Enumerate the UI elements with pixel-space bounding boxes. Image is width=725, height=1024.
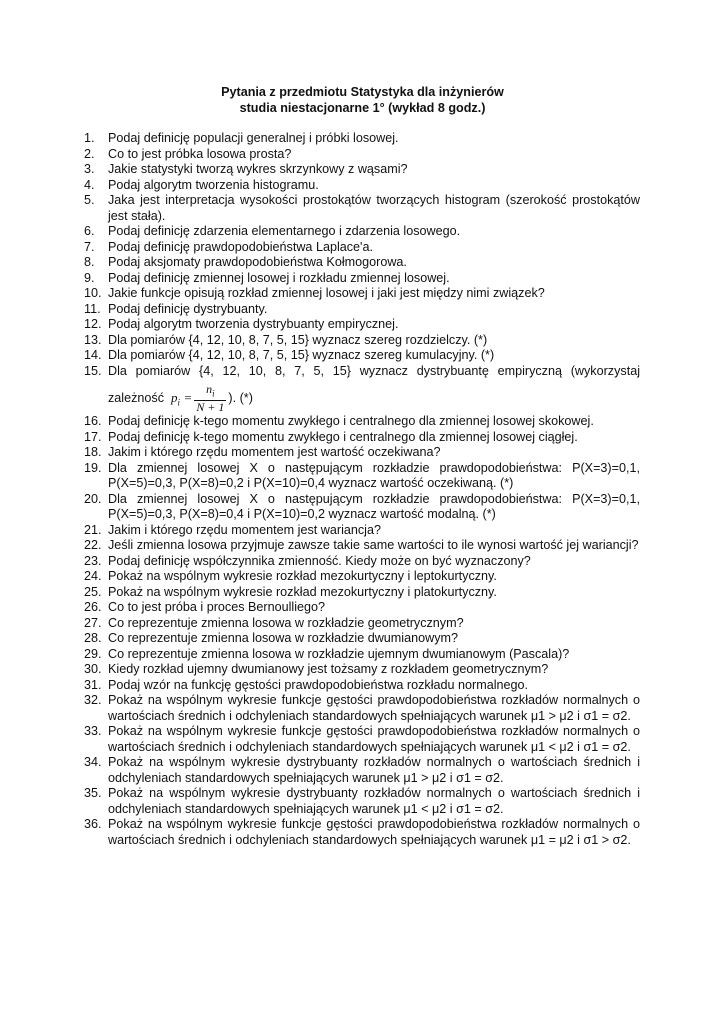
question-item <box>84 414 640 430</box>
question-number: 31. <box>84 677 102 692</box>
question-number: 8. <box>84 255 95 269</box>
question-text: Dla pomiarów {4, 12, 10, 8, 7, 5, 15} wyznacz szereg rozdzielczy. (*) <box>108 332 488 347</box>
question-number: 26. <box>84 600 102 615</box>
question-text: Podaj definicję zdarzenia elementarnego i zdarzenia losowego. <box>108 224 461 238</box>
question-item <box>84 131 640 147</box>
question-item <box>84 271 640 287</box>
question-text: Podaj aksjomaty prawdopodobieństwa Kołmogorowa. <box>108 255 407 269</box>
question-item <box>84 755 640 786</box>
question-number: 30. <box>84 662 102 677</box>
question-text: Podaj algorytm tworzenia dystrybuanty empirycznej. <box>108 317 399 331</box>
question-item <box>84 348 640 364</box>
question-item <box>84 647 640 663</box>
question-item <box>84 569 640 585</box>
question-text: Pokaż na wspólnym wykresie dystrybuanty rozkładów normalnych o wartościach średnich i odchyleniach standardowych spełniających warunek μ1 > μ2 i σ1 = σ2. <box>108 755 640 785</box>
question-text: Co to jest próbka losowa prosta? <box>108 146 292 161</box>
question-item <box>84 523 640 539</box>
formula-numerator: $n_i$ <box>194 383 226 401</box>
question-text: Pokaż na wspólnym wykresie funkcje gęstości prawdopodobieństwa rozkładów normalnych o wartościach średnich i odchyleniach standardowych spełniających warunek μ1 < μ2 i σ1 = σ2. <box>108 724 640 754</box>
question-item <box>84 585 640 601</box>
question-text: Podaj definicję współczynnika zmienność. Kiedy może on być wyznaczony? <box>108 553 531 568</box>
question-item <box>84 302 640 318</box>
question-text: Pokaż na wspólnym wykresie rozkład mezokurtyczny i platokurtyczny. <box>108 584 497 599</box>
question-number: 2. <box>84 146 95 161</box>
formula-equals: = <box>183 390 193 406</box>
question-text: Co to jest próba i proces Bernoulliego? <box>108 600 326 615</box>
question-item <box>84 538 640 554</box>
question-item <box>84 178 640 194</box>
question-text: Podaj definicję populacji generalnej i próbki losowej. <box>108 131 399 145</box>
question-text: Dla zmiennej losowej X o następującym rozkładzie prawdopodobieństwa: P(X=3)=0,1, P(X=5)=0,3, P(X=8)=0,4 i P(X=10)=0,2 wyznacz wartość modalną. (*) <box>108 491 640 522</box>
question-number: 36. <box>84 817 102 832</box>
question-number: 22. <box>84 538 102 553</box>
question-item <box>84 364 640 415</box>
question-item <box>84 461 640 492</box>
question-number: 6. <box>84 224 95 238</box>
question-text: Co reprezentuje zmienna losowa w rozkładzie ujemnym dwumianowym (Pascala)? <box>108 646 570 661</box>
title-line-1: Pytania z przedmiotu Statystyka dla inżynierów <box>221 85 504 99</box>
question-item <box>84 817 640 848</box>
question-text: Podaj definicję zmiennej losowej i rozkładu zmiennej losowej. <box>108 270 450 285</box>
question-text: Dla pomiarów {4, 12, 10, 8, 7, 5, 15} wyznacz szereg kumulacyjny. (*) <box>108 348 495 362</box>
question-item <box>84 445 640 461</box>
question-number: 34. <box>84 755 102 770</box>
question-text: Jakim i którego rzędu momentem jest wartość oczekiwana? <box>108 445 441 460</box>
question-number: 24. <box>84 569 102 584</box>
question-number: 16. <box>84 414 102 429</box>
question-item <box>84 600 640 616</box>
question-number: 29. <box>84 646 102 661</box>
question-text: Co reprezentuje zmienna losowa w rozkładzie dwumianowym? <box>108 631 458 646</box>
question-item <box>84 147 640 163</box>
formula-denominator: N + 1 <box>196 400 225 415</box>
formula-fraction <box>194 383 226 414</box>
question-text: Podaj definicję k-tego momentu zwykłego i centralnego dla zmiennej losowej skokowej. <box>108 414 594 429</box>
question-number: 13. <box>84 332 102 347</box>
question-item <box>84 662 640 678</box>
question-item <box>84 724 640 755</box>
question-number: 25. <box>84 584 102 599</box>
question-text: Pokaż na wspólnym wykresie funkcje gęstości prawdopodobieństwa rozkładów normalnych o wartościach średnich i odchyleniach standardowych spełniających warunek μ1 = μ2 i σ1 > σ2. <box>108 817 640 847</box>
question-number: 10. <box>84 286 102 300</box>
document-title <box>0 84 725 116</box>
question-text: Jeśli zmienna losowa przyjmuje zawsze takie same wartości to ile wynosi wartość jej wariancji? <box>108 538 639 553</box>
question-text: Dla zmiennej losowej X o następującym rozkładzie prawdopodobieństwa: P(X=3)=0,1, P(X=5)=0,3, P(X=8)=0,2 i P(X=10)=0,4 wyznacz wartość oczekiwaną. (*) <box>108 460 640 491</box>
question-number: 21. <box>84 522 102 537</box>
question-text: Podaj definicję prawdopodobieństwa Laplace'a. <box>108 239 373 254</box>
question-number: 15. <box>84 363 102 378</box>
question-number: 27. <box>84 615 102 630</box>
title-line-2: studia niestacjonarne 1° (wykład 8 godz.) <box>239 101 486 115</box>
question-text: Podaj algorytm tworzenia histogramu. <box>108 177 319 192</box>
question-number: 28. <box>84 631 102 646</box>
question-number: 3. <box>84 162 95 176</box>
question-item <box>84 693 640 724</box>
formula-line <box>108 383 640 414</box>
formula-lhs-sub: i <box>177 397 181 408</box>
question-number: 1. <box>84 131 95 145</box>
question-number: 32. <box>84 693 102 708</box>
question-list <box>84 131 640 848</box>
question-item <box>84 224 640 240</box>
question-text: Kiedy rozkład ujemny dwumianowy jest tożsamy z rozkładem geometrycznym? <box>108 662 549 677</box>
question-item <box>84 678 640 694</box>
question-item <box>84 554 640 570</box>
question-item <box>84 286 640 302</box>
question-number: 5. <box>84 193 95 207</box>
question-item <box>84 492 640 523</box>
question-number: 9. <box>84 270 95 285</box>
question-number: 23. <box>84 553 102 568</box>
question-text: Jakie statystyki tworzą wykres skrzynkowy z wąsami? <box>108 162 408 176</box>
question-item <box>84 430 640 446</box>
question-text: Pokaż na wspólnym wykresie rozkład mezokurtyczny i leptokurtyczny. <box>108 569 497 584</box>
question-item <box>84 193 640 224</box>
question-text: Co reprezentuje zmienna losowa w rozkładzie geometrycznym? <box>108 615 464 630</box>
question-text: Jakim i którego rzędu momentem jest wariancja? <box>108 522 381 537</box>
question-number: 33. <box>84 724 102 739</box>
question-number: 11. <box>84 301 101 316</box>
formula-suffix: ). (*) <box>228 391 253 406</box>
question-number: 12. <box>84 317 102 331</box>
question-number: 35. <box>84 786 102 801</box>
formula-prefix: zależność <box>108 391 165 406</box>
question-item <box>84 616 640 632</box>
question-text: Pokaż na wspólnym wykresie funkcje gęstości prawdopodobieństwa rozkładów normalnych o wartościach średnich i odchyleniach standardowych spełniających warunek μ1 > μ2 i σ1 = σ2. <box>108 693 640 723</box>
question-item <box>84 317 640 333</box>
question-item <box>84 631 640 647</box>
question-text: Podaj wzór na funkcję gęstości prawdopodobieństwa rozkładu normalnego. <box>108 677 529 692</box>
question-item <box>84 786 640 817</box>
question-number: 19. <box>84 460 102 475</box>
question-item <box>84 255 640 271</box>
question-number: 14. <box>84 348 102 362</box>
question-number: 18. <box>84 445 102 460</box>
question-item <box>84 240 640 256</box>
question-text: Podaj definicję dystrybuanty. <box>108 301 268 316</box>
question-text: Pokaż na wspólnym wykresie dystrybuanty rozkładów normalnych o wartościach średnich i odchyleniach standardowych spełniających warunek μ1 < μ2 i σ1 = σ2. <box>108 786 640 816</box>
formula-lhs: $p_i$ <box>171 390 181 408</box>
question-text: Podaj definicję k-tego momentu zwykłego i centralnego dla zmiennej losowej ciągłej. <box>108 429 578 444</box>
question-text: Dla pomiarów {4, 12, 10, 8, 7, 5, 15} wyznacz dystrybuantę empiryczną (wykorzystaj <box>108 363 640 378</box>
question-number: 7. <box>84 239 95 254</box>
question-item <box>84 162 640 178</box>
question-number: 20. <box>84 491 102 506</box>
question-text: Jakie funkcje opisują rozkład zmiennej losowej i jaki jest między nimi związek? <box>108 286 545 300</box>
question-item <box>84 333 640 349</box>
question-number: 4. <box>84 177 95 192</box>
question-text: Jaka jest interpretacja wysokości prostokątów tworzących histogram (szerokość prostokątów jest stała). <box>108 193 640 223</box>
question-number: 17. <box>84 429 102 444</box>
